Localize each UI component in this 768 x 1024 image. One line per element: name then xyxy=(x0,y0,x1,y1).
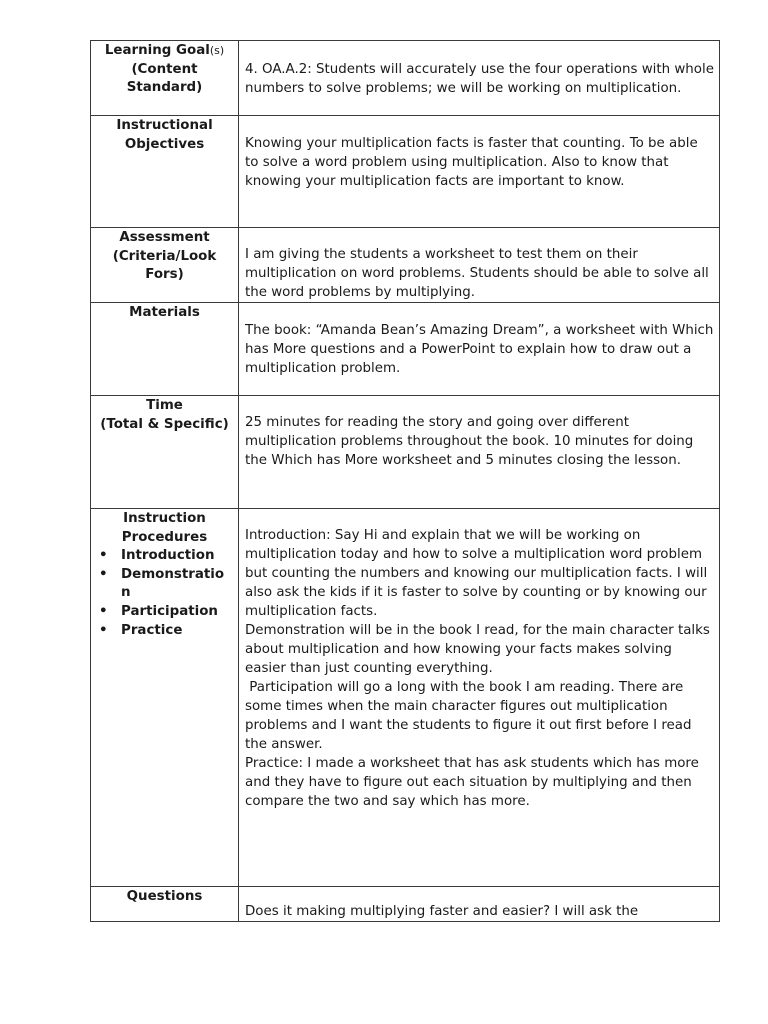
label-line: Questions xyxy=(126,889,203,904)
label-line: Assessment xyxy=(119,230,210,245)
content-paragraph: Practice: I made a worksheet that has ask students which has more and they have to figure out each situation by multiplying and then compare the two and say which has more. xyxy=(245,756,699,809)
content-paragraph: Does it making multiplying faster and easier? I will ask the xyxy=(245,904,639,919)
label-line: Instruction xyxy=(123,511,206,526)
label-time xyxy=(91,396,239,509)
label-line: Instructional xyxy=(116,118,213,133)
row-assessment xyxy=(91,228,720,303)
label-line: (Criteria/Look xyxy=(112,248,217,264)
content-materials xyxy=(239,303,720,396)
label-assessment xyxy=(91,228,239,303)
content-paragraph: Demonstration will be in the book I read, for the main character talks about multiplication and how knowing your facts makes solving easier than just counting everything. xyxy=(245,623,710,676)
content-learning-goal xyxy=(239,41,720,116)
content-time xyxy=(239,396,720,509)
procedure-bullet-list xyxy=(93,547,236,640)
label-questions xyxy=(91,887,239,922)
lesson-plan-sheet xyxy=(90,40,719,922)
procedure-bullet: • Demonstratio n xyxy=(93,566,236,603)
label-instruction-procedures xyxy=(91,509,239,887)
label-instructional-objectives xyxy=(91,116,239,228)
procedure-bullet: • Participation xyxy=(93,603,236,622)
row-materials xyxy=(91,303,720,396)
content-paragraph: The book: “Amanda Bean’s Amazing Dream”, a worksheet with Which has More questions and a PowerPoint to explain how to draw out a multiplication problem. xyxy=(245,323,714,376)
row-questions xyxy=(91,887,720,922)
label-line: Time xyxy=(146,398,183,413)
content-paragraph: Participation will go a long with the book I am reading. There are some times when the main character figures out multiplication problems and I want the students to figure it out first before I read the answer. xyxy=(245,680,696,752)
row-learning-goal xyxy=(91,41,720,116)
content-instructional-objectives xyxy=(239,116,720,228)
content-paragraph: 4. OA.A.2: Students will accurately use the four operations with whole numbers to solve problems; we will be working on multiplication. xyxy=(245,62,714,96)
label-learning-goal-suffix: (s) xyxy=(209,44,225,57)
content-instruction-procedures xyxy=(239,509,720,887)
label-line: Objectives xyxy=(124,136,205,152)
content-assessment xyxy=(239,228,720,303)
label-learning-goal-title: Learning Goal xyxy=(104,43,210,58)
procedure-bullet: • Practice xyxy=(93,622,236,641)
row-instruction-procedures xyxy=(91,509,720,887)
label-materials xyxy=(91,303,239,396)
content-paragraph: Introduction: Say Hi and explain that we will be working on multiplication today and how to solve a multiplication word problem but counting the numbers and knowing our multiplication facts. I will also ask the kids if it is faster to solve by counting or by knowing our multiplication facts. xyxy=(245,528,708,619)
content-paragraph: 25 minutes for reading the story and going over different multiplication problems throughout the book. 10 minutes for doing the Which has More worksheet and 5 minutes closing the lesson. xyxy=(245,415,694,468)
label-line: (Content xyxy=(131,61,198,77)
row-instructional-objectives xyxy=(91,116,720,228)
label-line: Standard) xyxy=(126,80,203,96)
label-line: Fors) xyxy=(145,267,184,283)
label-learning-goal xyxy=(91,41,239,116)
lesson-plan-table xyxy=(90,40,720,922)
row-time xyxy=(91,396,720,509)
content-paragraph: Knowing your multiplication facts is faster that counting. To be able to solve a word problem using multiplication. Also to know that knowing your multiplication facts are important to know. xyxy=(245,136,698,189)
label-line: Materials xyxy=(129,305,200,320)
label-line: (Total & Specific) xyxy=(100,416,229,432)
content-paragraph: I am giving the students a worksheet to test them on their multiplication on word problems. Students should be able to solve all the word problems by multiplying. xyxy=(245,247,709,300)
label-line: Procedures xyxy=(121,529,208,545)
procedure-bullet: • Introduction xyxy=(93,547,236,566)
content-questions xyxy=(239,887,720,922)
